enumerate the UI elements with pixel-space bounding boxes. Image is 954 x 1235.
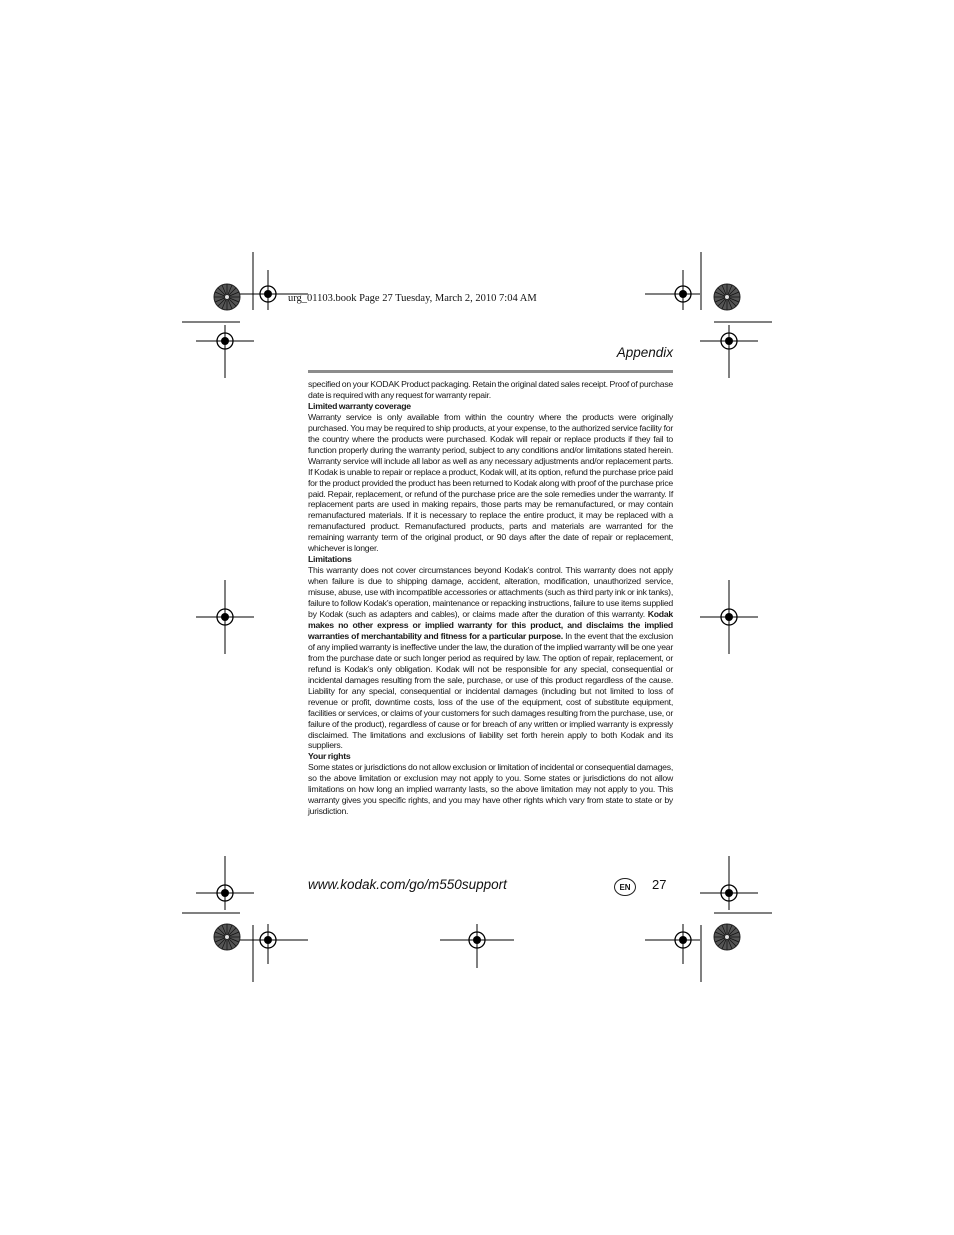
page-number: 27 <box>652 877 667 892</box>
rights-heading: Your rights <box>308 751 351 762</box>
support-url[interactable]: www.kodak.com/go/m550support <box>308 877 507 892</box>
coverage-heading: Limited warranty coverage <box>308 400 411 411</box>
section-title: Appendix <box>616 345 673 360</box>
limitations-text-1: This warranty does not cover circumstances beyond Kodak’s control. This warranty does not apply when failure is due to shipping damage, accident, alteration, modification, unauthorized service, misuse, abuse, use with incompatible accessories or attachments (such as third party ink or ink tanks), failure to follow Kodak’s operation, maintenance or repacking instructions, failure to use items supplied by Kodak (such as adapters and cables), or claims made after the duration of this warranty. <box>308 565 673 620</box>
limitations-disclaimer: Kodak makes no other express or implied warranty for this product, and disclaims the implied warranties of merchantability and fitness for a particular purpose. <box>308 609 673 641</box>
print-slug-line: urg_01103.book Page 27 Tuesday, March 2, 2010 7:04 AM <box>288 293 537 304</box>
coverage-paragraph: Warranty service is only available from within the country where the products were originally purchased. You may be required to ship products, at your expense, to the authorized service facility for the country where the products were purchased. Kodak will repair or replace products if they fail to function properly during the warranty period, subject to any conditions and/or limitations stated herein. Warranty service will include all labor as well as any necessary adjustments and/or replacement parts. If Kodak is unable to repair or replace a product, Kodak will, at its option, refund the purchase price paid for the product provided the product has been returned to Kodak along with proof of the purchase price paid. Repair, replacement, or refund of the purchase price are the sole remedies under the warranty. If replacement parts are used in making repairs, those parts may be remanufactured, or may contain remanufactured materials. If it is necessary to replace the entire product, it may be replaced with a remanufactured product. Remanufactured products, parts and materials are warranted for the remaining warranty term of the original product, or 90 days after the date of repair or replacement, whichever is longer. <box>308 411 673 554</box>
limitations-paragraph <box>308 565 673 751</box>
rights-paragraph: Some states or jurisdictions do not allow exclusion or limitation of incidental or consequential damages, so the above limitation or exclusion may not apply to you. Some states or jurisdictions do not allow limitations on how long an implied warranty lasts, so the above limitation may not apply to you. This warranty gives you specific rights, and you may have other rights which vary from state to state or by jurisdiction. <box>308 762 673 817</box>
header-rule <box>308 370 673 373</box>
limitations-heading: Limitations <box>308 554 352 565</box>
language-badge: EN <box>614 878 636 896</box>
warranty-body <box>308 379 673 817</box>
intro-paragraph: specified on your KODAK Product packaging. Retain the original dated sales receipt. Proof of purchase date is required with any request for warranty repair. <box>308 379 673 400</box>
limitations-text-2: In the event that the exclusion of any implied warranty is ineffective under the law, the duration of the implied warranty will be one year from the purchase date or such longer period as required by law. The option of repair, replacement, or refund is Kodak’s only obligation. Kodak will not be responsible for any special, consequential or incidental damages resulting from the sale, purchase, or use of this product regardless of the cause. Liability for any special, consequential or incidental damages (including but not limited to loss of revenue or profit, downtime costs, loss of the use of the equipment, cost of substitute equipment, facilities or services, or claims of your customers for such damages resulting from the purchase, use, or failure of the product), regardless of cause or for breach of any written or implied warranty is expressly disclaimed. The limitations and exclusions of liability set forth herein apply to both Kodak and its suppliers. <box>308 630 674 751</box>
